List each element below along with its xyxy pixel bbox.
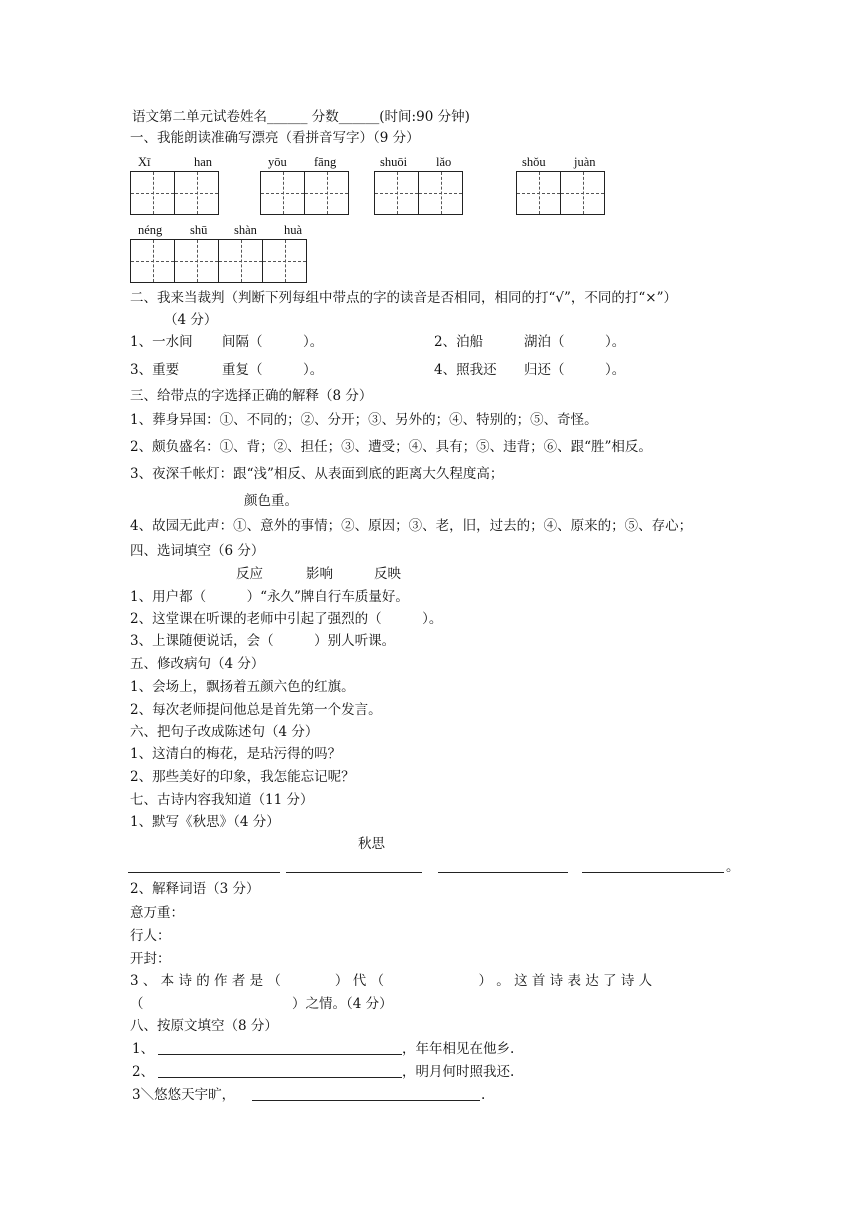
writing-cell[interactable] xyxy=(130,171,175,215)
question: 归还（ ）。 xyxy=(524,362,626,378)
question: 2、那些美好的印象，我怎能忘记呢？ xyxy=(130,769,355,785)
writing-cell[interactable] xyxy=(304,171,349,215)
question: ，年年相见在他乡. xyxy=(402,1041,515,1057)
pinyin-label: han xyxy=(194,155,213,169)
question: 1、葬身异国：①、不同的；②、分开；③、另外的；④、特别的；⑤、奇怪。 xyxy=(130,412,598,428)
word-to-explain: 意万重： xyxy=(130,905,184,921)
question: 2、这堂课在听课的老师中引起了强烈的（ ）。 xyxy=(130,611,443,627)
question: 3、上课随便说话，会（ ）别人听课。 xyxy=(130,633,396,649)
pinyin-label: shuōi xyxy=(380,155,408,169)
question-number: 1、 xyxy=(132,1041,155,1057)
question: （ ）之情。（4 分） xyxy=(130,996,393,1012)
writing-cell[interactable] xyxy=(218,239,263,283)
poem-title: 秋思 xyxy=(358,836,385,852)
writing-cell[interactable] xyxy=(260,171,305,215)
writing-cell[interactable] xyxy=(374,171,419,215)
writing-grid[interactable] xyxy=(516,171,605,215)
pinyin-label: yōu xyxy=(268,155,287,169)
section-2-score: （4 分） xyxy=(164,312,218,328)
word-to-explain: 行人： xyxy=(130,928,171,944)
answer-line[interactable] xyxy=(158,1054,402,1055)
pinyin-label: shǒu xyxy=(522,155,546,169)
section-5-title: 五、修改病句（4 分） xyxy=(130,656,265,672)
question: 4、故园无此声：①、意外的事情；②、原因；③、老，旧，过去的；④、原来的；⑤、存心； xyxy=(130,518,693,534)
word-to-explain: 开封： xyxy=(130,951,171,967)
writing-cell[interactable] xyxy=(174,239,219,283)
writing-cell[interactable] xyxy=(262,239,307,283)
end-mark: 。 xyxy=(726,859,740,875)
section-2-title: 二、我来当裁判（判断下列每组中带点的字的读音是否相同，相同的打“√”，不同的打“×”） xyxy=(130,290,678,306)
word-option: 影响 xyxy=(306,566,333,582)
answer-line[interactable] xyxy=(158,1077,402,1078)
question: 3＼悠悠天宇旷， xyxy=(132,1087,236,1103)
pinyin-label: huà xyxy=(284,223,303,237)
answer-line[interactable] xyxy=(128,872,280,873)
question: 间隔（ ）。 xyxy=(222,334,324,350)
question: 1、这清白的梅花，是玷污得的吗？ xyxy=(130,746,342,762)
pinyin-label: Xī xyxy=(138,155,151,169)
pinyin-label: shàn xyxy=(234,223,257,237)
section-8-title: 八、按原文填空（8 分） xyxy=(130,1018,278,1034)
question: 2、泊船 xyxy=(434,334,484,350)
question-number: 2、 xyxy=(132,1064,155,1080)
question: 1、用户都（ ）“永久”牌自行车质量好。 xyxy=(130,589,409,605)
writing-grid[interactable] xyxy=(374,171,463,215)
pinyin-label: juàn xyxy=(574,155,596,169)
writing-cell[interactable] xyxy=(130,239,175,283)
word-option: 反映 xyxy=(374,566,401,582)
answer-line[interactable] xyxy=(252,1100,480,1101)
question: 2、每次老师提问他总是首先第一个发言。 xyxy=(130,702,382,718)
pinyin-label: néng xyxy=(138,223,163,237)
question: 2、颇负盛名：①、背；②、担任；③、遭受；④、具有；⑤、违背；⑥、跟“胜”相反。 xyxy=(130,439,652,455)
writing-cell[interactable] xyxy=(560,171,605,215)
writing-cell[interactable] xyxy=(174,171,219,215)
question: 1、一水间 xyxy=(130,334,193,350)
writing-cell[interactable] xyxy=(418,171,463,215)
exam-header: 语文第二单元试卷姓名______ 分数______(时间:90 分钟) xyxy=(132,109,470,125)
question: 1、会场上，飘扬着五颜六色的红旗。 xyxy=(130,679,355,695)
question: 3 、 本 诗 的 作 者 是 （ ） 代 （ ） 。 这 首 诗 表 达 了 诗 人 xyxy=(130,973,653,989)
pinyin-label: lǎo xyxy=(436,155,452,169)
question: 颜色重。 xyxy=(244,493,298,509)
answer-line[interactable] xyxy=(286,872,422,873)
question: ，明月何时照我还. xyxy=(402,1064,515,1080)
question: 3、夜深千帐灯：跟“浅”相反、从表面到底的距离大久程度高； xyxy=(130,466,504,482)
end-mark: . xyxy=(481,1087,486,1103)
question: 2、解释词语（3 分） xyxy=(130,881,260,897)
writing-cell[interactable] xyxy=(516,171,561,215)
word-option: 反应 xyxy=(236,566,263,582)
writing-grid[interactable] xyxy=(130,239,307,283)
question: 重复（ ）。 xyxy=(222,362,324,378)
question: 1、默写《秋思》（4 分） xyxy=(130,814,280,830)
writing-grid[interactable] xyxy=(130,171,219,215)
pinyin-label: shū xyxy=(190,223,208,237)
question: 3、重要 xyxy=(130,362,180,378)
pinyin-label: fāng xyxy=(314,155,337,169)
section-7-title: 七、古诗内容我知道（11 分） xyxy=(130,792,314,808)
section-6-title: 六、把句子改成陈述句（4 分） xyxy=(130,724,319,740)
section-1-title: 一、我能朗读准确写漂亮（看拼音写字）（9 分） xyxy=(130,130,420,146)
section-4-title: 四、选词填空（6 分） xyxy=(130,543,265,559)
writing-grid[interactable] xyxy=(260,171,349,215)
answer-line[interactable] xyxy=(438,872,568,873)
question: 湖泊（ ）。 xyxy=(524,334,626,350)
answer-line[interactable] xyxy=(582,872,724,873)
section-3-title: 三、给带点的字选择正确的解释（8 分） xyxy=(130,388,373,404)
question: 4、照我还 xyxy=(434,362,497,378)
